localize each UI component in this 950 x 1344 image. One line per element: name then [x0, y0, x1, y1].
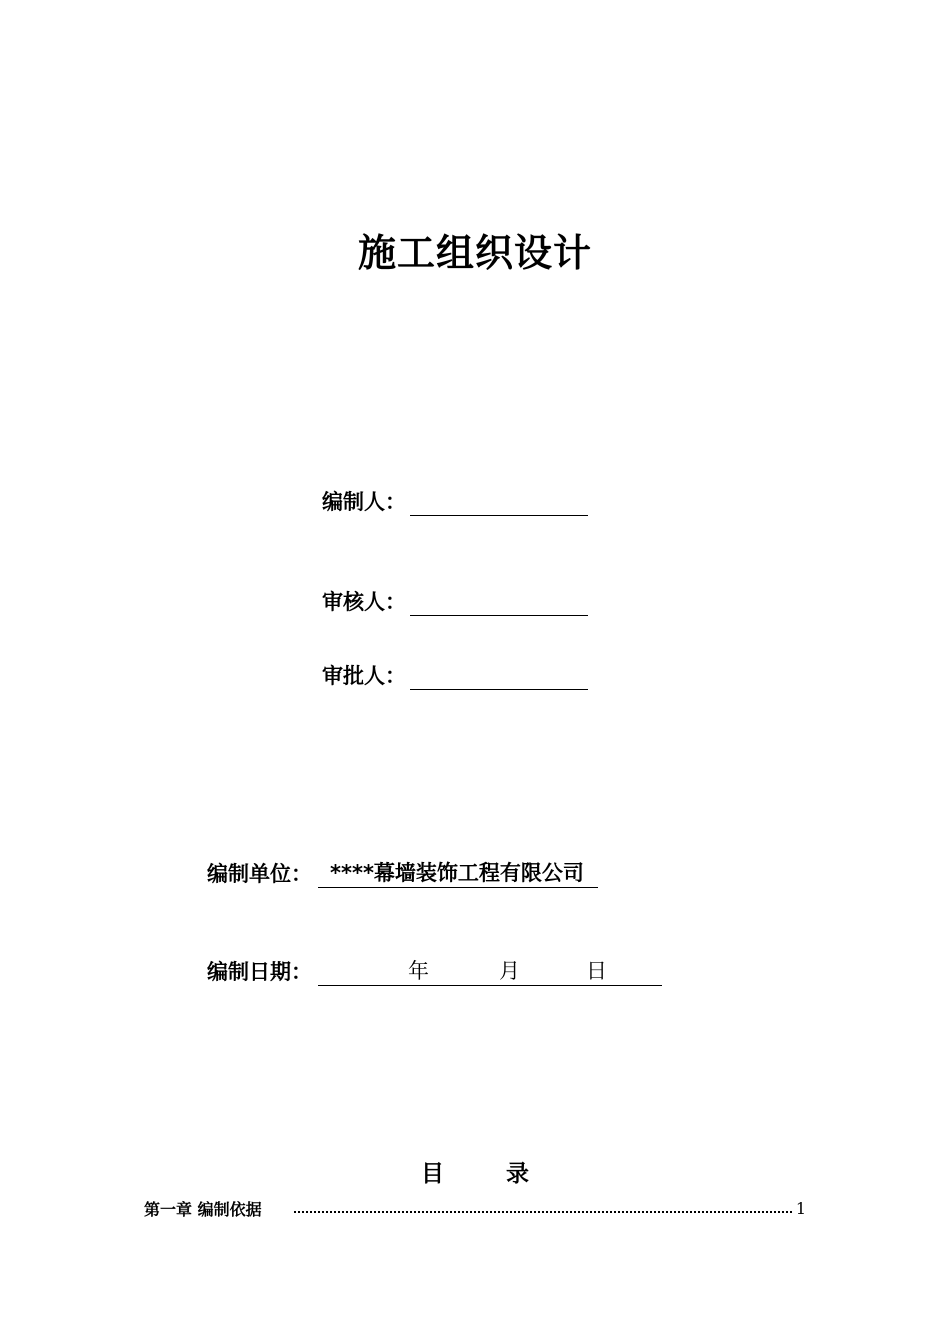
approver-label: 审批人： — [322, 664, 406, 688]
toc-heading-left: 目 — [421, 1161, 444, 1187]
approver-signature-line — [410, 665, 588, 690]
reviewer-signature-line — [410, 591, 588, 616]
date-line — [318, 957, 662, 986]
approver-signature-row — [322, 658, 588, 690]
date-month: 月 — [499, 959, 520, 983]
compiler-signature-line — [410, 491, 588, 516]
date-row — [207, 954, 662, 986]
toc-entry-page: 1 — [795, 1198, 806, 1218]
toc-heading — [0, 1155, 950, 1188]
unit-label: 编制单位： — [207, 862, 312, 886]
date-label: 编制日期： — [207, 960, 312, 984]
toc-heading-right: 录 — [506, 1161, 529, 1187]
unit-value: ****幕墙装饰工程有限公司 — [318, 857, 598, 888]
unit-row — [207, 856, 598, 888]
toc-entry[interactable] — [144, 1196, 806, 1220]
reviewer-signature-row — [322, 584, 588, 616]
compiler-signature-row — [322, 484, 588, 516]
reviewer-label: 审核人： — [322, 590, 406, 614]
toc-entry-title: 第一章 编制依据 — [144, 1199, 262, 1219]
document-title: 施工组织设计 — [357, 230, 592, 275]
date-year: 年 — [408, 959, 429, 983]
toc-leader-dots — [294, 1203, 792, 1213]
compiler-label: 编制人： — [322, 490, 406, 514]
date-day: 日 — [586, 959, 607, 983]
